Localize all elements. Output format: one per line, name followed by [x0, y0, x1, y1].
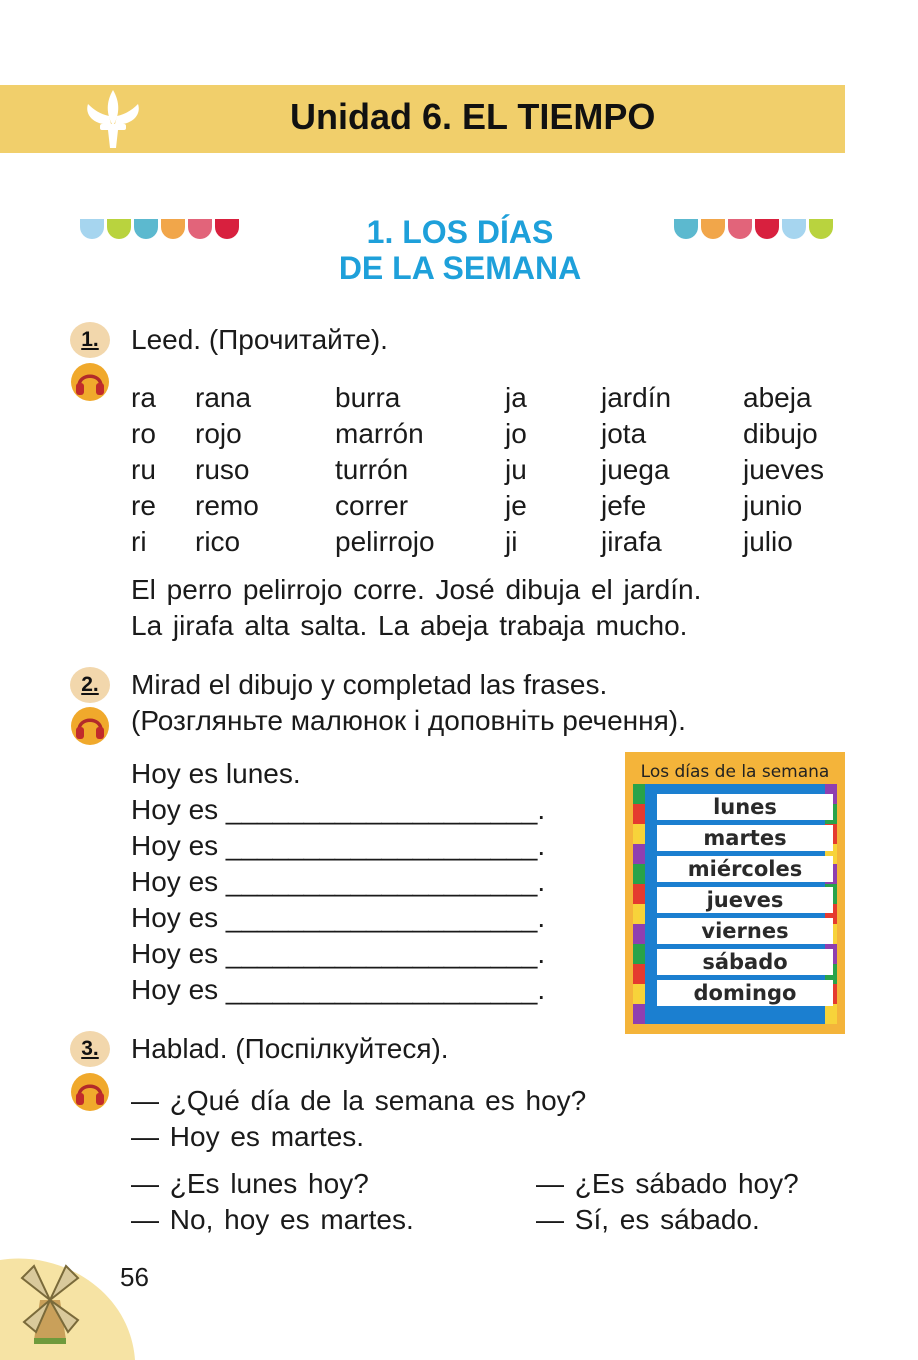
reading-sentence: El perro pelirrojo corre. José dibuja el jardín. [131, 574, 702, 605]
fill-in-line[interactable]: Hoy es ____________________. [131, 974, 546, 1005]
fill-in-line: Hoy es lunes. [131, 758, 301, 789]
dot [782, 219, 806, 239]
table-cell: burra [335, 382, 401, 413]
table-cell: pelirrojo [335, 526, 435, 557]
dot [755, 219, 779, 239]
exercise-instruction: Mirad el dibujo y completad las frases. [131, 669, 608, 700]
fill-in-line[interactable]: Hoy es ____________________. [131, 830, 546, 861]
lesson-title-line2: DE LA SEMANA [338, 250, 582, 286]
table-cell: jo [505, 418, 527, 449]
dot [107, 219, 131, 239]
picture-frame [633, 784, 837, 1024]
dialogue-line: — No, hoy es martes. [131, 1204, 414, 1235]
dialogue-line: — ¿Qué día de la semana es hoy? [131, 1085, 587, 1116]
table-cell: abeja [743, 382, 812, 413]
table-cell: jefe [601, 490, 647, 521]
page-number: 56 [120, 1262, 149, 1292]
decorative-dots-left [80, 219, 239, 239]
table-cell: jirafa [601, 526, 662, 557]
headphones-icon [70, 1072, 110, 1112]
table-cell: jueves [743, 454, 824, 485]
fleur-de-lis-icon [78, 86, 148, 152]
fill-in-line[interactable]: Hoy es ____________________. [131, 938, 546, 969]
reading-sentence: La jirafa alta salta. La abeja trabaja mucho. [131, 610, 688, 641]
days-of-week-picture [625, 752, 845, 1034]
exercise-instruction-translation: (Розгляньте малюнок і доповніть речення). [131, 705, 686, 736]
dot [674, 219, 698, 239]
day-label: sábado [657, 949, 833, 975]
headphones-icon [70, 706, 110, 746]
table-cell: rojo [195, 418, 242, 449]
table-cell: turrón [335, 454, 409, 485]
headphones-icon [70, 362, 110, 402]
table-cell: correr [335, 490, 409, 521]
day-label: miércoles [657, 856, 833, 882]
exercise-number-badge: 3. [70, 1031, 110, 1067]
day-label: viernes [657, 918, 833, 944]
dot [215, 219, 239, 239]
day-label: martes [657, 825, 833, 851]
dialogue-line: — Hoy es martes. [131, 1121, 365, 1152]
table-cell: marrón [335, 418, 424, 449]
lesson-title-line1: 1. LOS DÍAS [366, 214, 554, 250]
table-cell: je [505, 490, 527, 521]
table-cell: jardín [601, 382, 672, 413]
table-cell: jota [601, 418, 647, 449]
exercise-instruction: Leed. (Прочитайте). [131, 324, 388, 355]
table-cell: rana [195, 382, 252, 413]
decorative-dots-right [674, 219, 833, 239]
table-cell: ro [131, 418, 156, 449]
table-cell: julio [743, 526, 793, 557]
table-cell: ri [131, 526, 147, 557]
table-cell: junio [743, 490, 803, 521]
exercise-number-badge: 2. [70, 667, 110, 703]
dialogue-line: — Sí, es sábado. [536, 1204, 760, 1235]
dot [809, 219, 833, 239]
dot [701, 219, 725, 239]
table-cell: dibujo [743, 418, 818, 449]
exercise-instruction: Hablad. (Поспілкуйтеся). [131, 1033, 449, 1064]
unit-title: Unidad 6. EL TIEMPO [290, 96, 656, 137]
picture-title: Los días de la semana [640, 762, 830, 782]
dot [161, 219, 185, 239]
day-label: domingo [657, 980, 833, 1006]
table-cell: re [131, 490, 156, 521]
exercise-number-badge: 1. [70, 322, 110, 358]
table-cell: ruso [195, 454, 250, 485]
table-cell: ra [131, 382, 156, 413]
fill-in-line[interactable]: Hoy es ____________________. [131, 794, 546, 825]
picture-border-left [633, 784, 645, 1024]
table-cell: remo [195, 490, 259, 521]
windmill-icon [0, 1200, 140, 1360]
fill-in-line[interactable]: Hoy es ____________________. [131, 902, 546, 933]
table-cell: rico [195, 526, 241, 557]
table-cell: ru [131, 454, 156, 485]
dot [80, 219, 104, 239]
day-label: lunes [657, 794, 833, 820]
table-cell: ja [505, 382, 527, 413]
dot [728, 219, 752, 239]
dot [188, 219, 212, 239]
day-label: jueves [657, 887, 833, 913]
dialogue-line: — ¿Es lunes hoy? [131, 1168, 369, 1199]
dot [134, 219, 158, 239]
fill-in-line[interactable]: Hoy es ____________________. [131, 866, 546, 897]
dialogue-line: — ¿Es sábado hoy? [536, 1168, 799, 1199]
table-cell: ji [505, 526, 518, 557]
table-cell: juega [601, 454, 670, 485]
table-cell: ju [505, 454, 527, 485]
